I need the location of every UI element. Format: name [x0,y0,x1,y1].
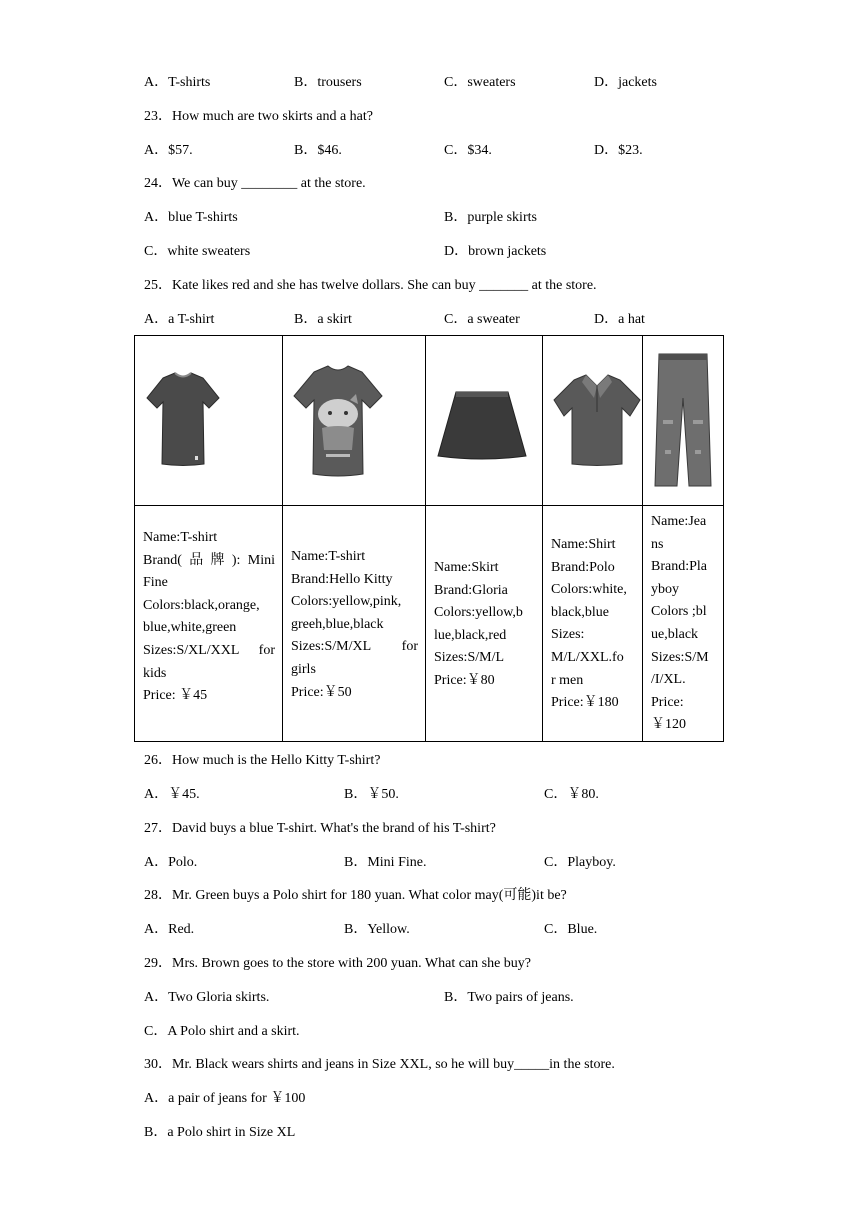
product-image-cell [283,336,425,505]
product-sizes: Sizes:S/M/L [434,650,505,666]
product-image-cell [135,336,282,505]
polo-shirt-icon [550,372,644,468]
product-price: Price:￥50 [291,684,352,700]
sizes-value: Sizes:S/M/XL [291,639,372,655]
product-name: Name:T-shirt [291,549,366,564]
q29-option-a[interactable]: A．Two Gloria skirts. [144,990,270,1005]
sizes-for: for [401,639,418,655]
q23-option-d[interactable]: D．$23. [594,143,643,158]
q30-question: 30．Mr. Black wears shirts and jeans in Size XXL, so he will buy_____in the store. [144,1057,615,1072]
brand-label: Brand( [143,552,182,568]
product-info-jeans [651,511,723,739]
q24-option-d[interactable]: D．brown jackets [444,244,547,259]
product-price-cont: ￥120 [651,717,686,733]
product-brand: Brand:Pla [651,559,707,575]
brand-label-cn-2: 牌 [210,552,225,568]
product-brand: Brand:Polo [551,559,615,575]
q29-option-c[interactable]: C．A Polo shirt and a skirt. [144,1024,300,1039]
product-name-cont: ns [651,536,664,552]
q25-option-a[interactable]: A．a T-shirt [144,312,215,327]
brand-label-cn-1: 品 [189,552,204,568]
q26-option-c[interactable]: C．￥80. [544,787,599,802]
product-name: Name:Shirt [551,537,616,552]
q28-option-c[interactable]: C．Blue. [544,922,598,937]
product-brand: Brand:Hello Kitty [291,571,393,587]
sizes-for: for [258,642,275,658]
product-price: Price:￥180 [551,695,619,711]
q28-question: 28．Mr. Green buys a Polo shirt for 180 yuan. What color may(可能)it be? [144,888,567,903]
product-name: Name:Skirt [434,560,499,575]
product-info-hello-kitty [291,546,418,706]
q25-option-d[interactable]: D．a hat [594,312,645,327]
sizes-value: Sizes:S/XL/XXL [143,642,240,658]
q26-option-b[interactable]: B．￥50. [344,787,399,802]
jeans-icon [653,352,713,490]
q24-option-b[interactable]: B．purple skirts [444,210,537,225]
product-image-cell [426,336,542,505]
brand-value: Mini [247,552,275,568]
product-brand [143,550,275,573]
q25-option-c[interactable]: C．a sweater [444,312,520,327]
q29-option-b[interactable]: B．Two pairs of jeans. [444,990,574,1005]
product-sizes-cont: r men [551,672,584,688]
product-name: Name:T-shirt [143,530,218,545]
q26-option-a[interactable]: A．￥45. [144,787,200,802]
product-sizes-cont: /I/XL. [651,672,686,688]
product-colors: Colors:white, [551,582,627,598]
q23-option-a[interactable]: A．$57. [144,143,193,158]
brand-label-colon: ): [231,552,241,568]
product-colors: Colors:black,orange, [143,597,260,613]
q30-option-b[interactable]: B．a Polo shirt in Size XL [144,1125,296,1140]
q25-option-b[interactable]: B．a skirt [294,312,352,327]
product-price: Price: ￥45 [143,688,208,704]
q27-option-a[interactable]: A．Polo. [144,855,198,870]
product-colors-cont: greeh,blue,black [291,616,384,632]
product-sizes [291,636,418,659]
product-colors-cont: ue,black [651,626,699,642]
q29-question: 29．Mrs. Brown goes to the store with 200 yuan. What can she buy? [144,956,532,971]
product-sizes-cont: girls [291,661,316,677]
product-sizes-cont: kids [143,665,167,681]
product-sizes-cont: M/L/XXL.fo [551,649,624,665]
product-sizes [143,640,275,663]
q27-question: 27．David buys a blue T-shirt. What's the brand of his T-shirt? [144,821,496,836]
product-table [134,335,724,742]
product-colors: Colors ;bl [651,604,707,620]
hello-kitty-tshirt-icon [290,362,386,480]
product-image-cell [643,336,723,505]
q22-option-b[interactable]: B．trousers [294,75,362,90]
product-sizes: Sizes:S/M [651,649,709,665]
q24-option-c[interactable]: C．white sweaters [144,244,251,259]
product-brand-cont: yboy [651,581,679,597]
q22-option-d[interactable]: D．jackets [594,75,657,90]
q26-question: 26．How much is the Hello Kitty T-shirt? [144,753,381,768]
product-price: Price:￥80 [434,672,495,688]
q24-option-a[interactable]: A．blue T-shirts [144,210,238,225]
q27-option-c[interactable]: C．Playboy. [544,855,616,870]
q24-question: 24．We can buy ________ at the store. [144,176,366,191]
product-colors: Colors:yellow,b [434,605,523,621]
product-info-shirt [551,534,641,716]
tshirt-icon [143,370,223,470]
q28-option-a[interactable]: A．Red. [144,922,195,937]
product-colors: Colors:yellow,pink, [291,594,402,610]
q22-option-a[interactable]: A．T-shirts [144,75,211,90]
product-colors-cont: black,blue [551,604,609,620]
q28-option-b[interactable]: B．Yellow. [344,922,410,937]
product-sizes: Sizes: [551,627,585,643]
q22-option-c[interactable]: C．sweaters [444,75,516,90]
product-brand-cont: Fine [143,575,168,591]
q23-question: 23．How much are two skirts and a hat? [144,109,373,124]
product-image-cell [543,336,642,505]
product-price: Price: [651,694,684,710]
product-colors-cont: lue,black,red [434,627,507,643]
skirt-icon [434,386,530,462]
product-info-skirt [434,557,540,693]
q23-option-c[interactable]: C．$34. [444,143,492,158]
q25-question: 25．Kate likes red and she has twelve dollars. She can buy _______ at the store. [144,278,597,293]
product-brand: Brand:Gloria [434,582,508,598]
q27-option-b[interactable]: B．Mini Fine. [344,855,427,870]
product-name: Name:Jea [651,514,707,529]
product-info-tshirt [143,527,275,724]
product-colors-cont: blue,white,green [143,620,237,636]
q30-option-a[interactable]: A．a pair of jeans for ￥100 [144,1091,306,1106]
q23-option-b[interactable]: B．$46. [294,143,342,158]
